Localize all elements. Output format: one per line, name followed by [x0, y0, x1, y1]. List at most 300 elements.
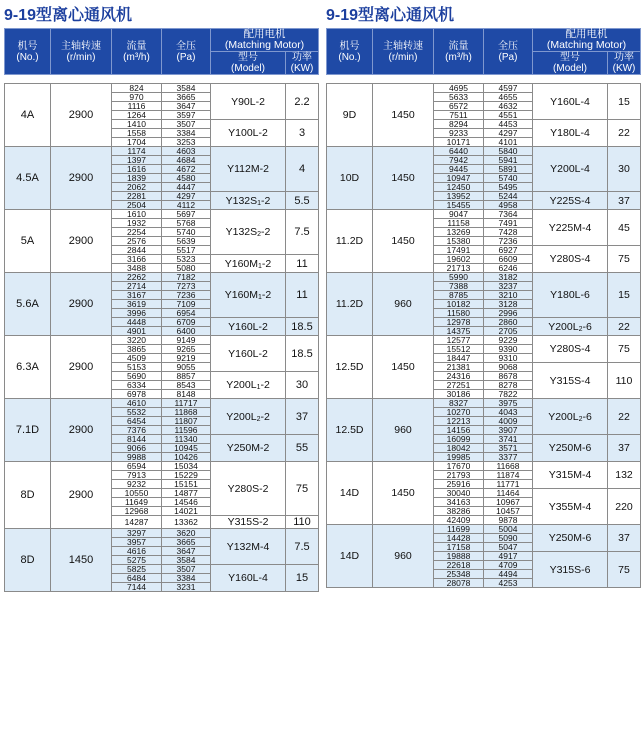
table-row [5, 273, 319, 282]
pressure-value: 4112 [162, 201, 211, 210]
flow-value: 12213 [434, 417, 484, 426]
flow-value: 824 [112, 84, 162, 93]
motor-power: 37 [608, 192, 641, 210]
pressure-value: 14546 [162, 498, 211, 507]
motor-model: Y280S-4 [533, 336, 608, 363]
flow-value: 970 [112, 93, 162, 102]
pressure-value: 11596 [162, 426, 211, 435]
motor-model: Y90L-2 [211, 84, 286, 120]
flow-value: 1610 [112, 210, 162, 219]
motor-model: Y160L-2 [211, 318, 286, 336]
pressure-value: 5740 [162, 228, 211, 237]
table-row [327, 462, 641, 471]
pressure-value: 8857 [162, 372, 211, 381]
spec-table [326, 28, 641, 588]
header-power: 功率 (KW) [608, 52, 641, 75]
motor-model: Y280S-4 [533, 246, 608, 273]
flow-value: 5690 [112, 372, 162, 381]
header-flow: 流量 (m³/h) [434, 29, 484, 75]
flow-value: 6594 [112, 462, 162, 471]
pressure-value: 3584 [162, 84, 211, 93]
fan-spec-table-left [4, 0, 318, 592]
pressure-value: 3975 [484, 399, 533, 408]
pressure-value: 5090 [484, 534, 533, 543]
machine-no: 12.5D [327, 399, 373, 462]
pressure-value: 14021 [162, 507, 211, 516]
pressure-value: 9149 [162, 336, 211, 345]
pressure-value: 3182 [484, 273, 533, 282]
machine-no: 11.2D [327, 273, 373, 336]
machine-no: 5A [5, 210, 51, 273]
flow-value: 30186 [434, 390, 484, 399]
flow-value: 1174 [112, 147, 162, 156]
spacer-row [5, 75, 319, 84]
spindle-speed: 1450 [373, 84, 434, 147]
motor-model: Y315S-4 [533, 363, 608, 399]
flow-value: 4901 [112, 327, 162, 336]
spindle-speed: 2900 [51, 399, 112, 462]
table-row [5, 210, 319, 219]
flow-value: 9445 [434, 165, 484, 174]
machine-no: 4.5A [5, 147, 51, 210]
header-machine-no: 机号 (No.) [327, 29, 373, 75]
flow-value: 6572 [434, 102, 484, 111]
header-flow: 流量 (m³/h) [112, 29, 162, 75]
pressure-value: 3584 [162, 556, 211, 565]
flow-value: 7388 [434, 282, 484, 291]
table-title: 9-19型离心通风机 [4, 7, 133, 24]
table-row [5, 147, 319, 156]
flow-value: 2844 [112, 246, 162, 255]
pressure-value: 3571 [484, 444, 533, 453]
pressure-value: 4672 [162, 165, 211, 174]
motor-model: Y100L-2 [211, 120, 286, 147]
pressure-value: 5740 [484, 174, 533, 183]
flow-value: 14375 [434, 327, 484, 336]
pressure-value: 7109 [162, 300, 211, 309]
motor-model: $Y160M_1-2$ [211, 273, 286, 318]
motor-model: Y355M-4 [533, 489, 608, 525]
flow-value: 4448 [112, 318, 162, 327]
machine-no: 8D [5, 462, 51, 529]
machine-no: 11.2D [327, 210, 373, 273]
spindle-speed: 1450 [51, 529, 112, 592]
spindle-speed: 2900 [51, 462, 112, 529]
pressure-value: 4297 [484, 129, 533, 138]
flow-value: 6978 [112, 390, 162, 399]
pressure-value: 3507 [162, 565, 211, 574]
motor-model: Y160L-4 [211, 565, 286, 592]
flow-value: 4509 [112, 354, 162, 363]
flow-value: 7942 [434, 156, 484, 165]
pressure-value: 4043 [484, 408, 533, 417]
machine-no: 10D [327, 147, 373, 210]
motor-power: 55 [286, 435, 319, 462]
spindle-speed: 960 [373, 273, 434, 336]
pressure-value: 10457 [484, 507, 533, 516]
table-row [327, 399, 641, 408]
pressure-value: 4297 [162, 192, 211, 201]
flow-value: 21793 [434, 471, 484, 480]
motor-power: 15 [608, 273, 641, 318]
motor-power: 30 [286, 372, 319, 399]
pressure-value: 8148 [162, 390, 211, 399]
flow-value: 19985 [434, 453, 484, 462]
flow-value: 2576 [112, 237, 162, 246]
table-row [327, 336, 641, 345]
pressure-value: 7822 [484, 390, 533, 399]
motor-model: Y160L-2 [211, 336, 286, 372]
table-row [5, 84, 319, 93]
pressure-value: 8678 [484, 372, 533, 381]
flow-value: 24316 [434, 372, 484, 381]
pressure-value: 3377 [484, 453, 533, 462]
pressure-value: 11868 [162, 408, 211, 417]
pressure-value: 11464 [484, 489, 533, 498]
flow-value: 1616 [112, 165, 162, 174]
motor-power: 22 [608, 120, 641, 147]
machine-no: 6.3A [5, 336, 51, 399]
pressure-value: 11340 [162, 435, 211, 444]
motor-power: 5.5 [286, 192, 319, 210]
pressure-value: 4580 [162, 174, 211, 183]
motor-model: $Y200L_2-6$ [533, 399, 608, 435]
flow-value: 2062 [112, 183, 162, 192]
pressure-value: 3665 [162, 93, 211, 102]
pressure-value: 3384 [162, 574, 211, 583]
flow-value: 17491 [434, 246, 484, 255]
fan-spec-table-right [326, 0, 640, 588]
flow-value: 1932 [112, 219, 162, 228]
pressure-value: 6246 [484, 264, 533, 273]
flow-value: 11649 [112, 498, 162, 507]
pressure-value: 4494 [484, 570, 533, 579]
pressure-value: 4958 [484, 201, 533, 210]
pressure-value: 5768 [162, 219, 211, 228]
flow-value: 25916 [434, 480, 484, 489]
flow-value: 21381 [434, 363, 484, 372]
motor-model: Y280S-2 [211, 462, 286, 516]
flow-value: 10171 [434, 138, 484, 147]
flow-value: 5633 [434, 93, 484, 102]
pressure-value: 5495 [484, 183, 533, 192]
flow-value: 1704 [112, 138, 162, 147]
motor-power: 30 [608, 147, 641, 192]
flow-value: 10947 [434, 174, 484, 183]
pressure-value: 7491 [484, 219, 533, 228]
motor-model: Y315S-2 [211, 516, 286, 529]
flow-value: 6334 [112, 381, 162, 390]
spacer-row [327, 75, 641, 84]
pressure-value: 5697 [162, 210, 211, 219]
motor-power: 22 [608, 318, 641, 336]
flow-value: 14428 [434, 534, 484, 543]
flow-value: 34163 [434, 498, 484, 507]
motor-power: 3 [286, 120, 319, 147]
pressure-value: 7182 [162, 273, 211, 282]
motor-power: 75 [286, 462, 319, 516]
table-row [5, 336, 319, 345]
table-row [5, 462, 319, 471]
flow-value: 2254 [112, 228, 162, 237]
pressure-value: 6954 [162, 309, 211, 318]
flow-value: 8294 [434, 120, 484, 129]
flow-value: 6454 [112, 417, 162, 426]
pressure-value: 5639 [162, 237, 211, 246]
spindle-speed: 1450 [373, 462, 434, 525]
pressure-value: 9390 [484, 345, 533, 354]
pressure-value: 11807 [162, 417, 211, 426]
machine-no: 9D [327, 84, 373, 147]
flow-value: 12577 [434, 336, 484, 345]
flow-value: 1116 [112, 102, 162, 111]
header-speed: 主轴转速 (r/min) [373, 29, 434, 75]
motor-power: 7.5 [286, 210, 319, 255]
motor-power: 75 [608, 246, 641, 273]
flow-value: 9047 [434, 210, 484, 219]
flow-value: 12450 [434, 183, 484, 192]
motor-model: Y250M-6 [533, 435, 608, 462]
flow-value: 3166 [112, 255, 162, 264]
motor-power: 22 [608, 399, 641, 435]
motor-model: $Y200L_2-2$ [211, 399, 286, 435]
pressure-value: 5891 [484, 165, 533, 174]
flow-value: 11158 [434, 219, 484, 228]
flow-value: 10270 [434, 408, 484, 417]
flow-value: 4616 [112, 547, 162, 556]
flow-value: 12978 [434, 318, 484, 327]
motor-model: Y315M-4 [533, 462, 608, 489]
spindle-speed: 2900 [51, 84, 112, 147]
flow-value: 30040 [434, 489, 484, 498]
pressure-value: 10426 [162, 453, 211, 462]
motor-power: 75 [608, 552, 641, 588]
pressure-value: 4253 [484, 579, 533, 588]
pressure-value: 5080 [162, 264, 211, 273]
machine-no: 5.6A [5, 273, 51, 336]
flow-value: 3865 [112, 345, 162, 354]
motor-power: 11 [286, 273, 319, 318]
pressure-value: 4603 [162, 147, 211, 156]
pressure-value: 3665 [162, 538, 211, 547]
table-row [327, 210, 641, 219]
header-model: 型号 (Model) [533, 52, 608, 75]
flow-value: 21713 [434, 264, 484, 273]
spindle-speed: 960 [373, 525, 434, 588]
flow-value: 3619 [112, 300, 162, 309]
spindle-speed: 1450 [373, 210, 434, 273]
flow-value: 7913 [112, 471, 162, 480]
motor-model: Y160L-4 [533, 84, 608, 120]
pressure-value: 9229 [484, 336, 533, 345]
motor-power: 2.2 [286, 84, 319, 120]
motor-model: Y225M-4 [533, 210, 608, 246]
flow-value: 1410 [112, 120, 162, 129]
flow-value: 2281 [112, 192, 162, 201]
spindle-speed: 2900 [51, 336, 112, 399]
flow-value: 16099 [434, 435, 484, 444]
pressure-value: 9878 [484, 516, 533, 525]
table-row [327, 525, 641, 534]
flow-value: 5990 [434, 273, 484, 282]
motor-model: Y225S-4 [533, 192, 608, 210]
header-machine-no: 机号 (No.) [5, 29, 51, 75]
motor-model: $Y132S_1-2$ [211, 192, 286, 210]
flow-value: 3996 [112, 309, 162, 318]
pressure-value: 4917 [484, 552, 533, 561]
pressure-value: 3231 [162, 583, 211, 592]
pressure-value: 13362 [162, 516, 211, 529]
table-row [5, 529, 319, 538]
flow-value: 3957 [112, 538, 162, 547]
machine-no: 12.5D [327, 336, 373, 399]
flow-value: 5825 [112, 565, 162, 574]
motor-model: Y180L-6 [533, 273, 608, 318]
header-pressure: 全压 (Pa) [484, 29, 533, 75]
flow-value: 2504 [112, 201, 162, 210]
pressure-value: 4551 [484, 111, 533, 120]
motor-model: Y180L-4 [533, 120, 608, 147]
pressure-value: 5517 [162, 246, 211, 255]
pressure-value: 3253 [162, 138, 211, 147]
table-row [327, 147, 641, 156]
pressure-value: 4632 [484, 102, 533, 111]
pressure-value: 5004 [484, 525, 533, 534]
pressure-value: 7236 [484, 237, 533, 246]
pressure-value: 9219 [162, 354, 211, 363]
flow-value: 10550 [112, 489, 162, 498]
flow-value: 9233 [434, 129, 484, 138]
pressure-value: 4597 [484, 84, 533, 93]
motor-power: 4 [286, 147, 319, 192]
pressure-value: 5047 [484, 543, 533, 552]
flow-value: 15455 [434, 201, 484, 210]
machine-no: 4A [5, 84, 51, 147]
pressure-value: 5840 [484, 147, 533, 156]
motor-model: Y132M-4 [211, 529, 286, 565]
motor-power: 15 [608, 84, 641, 120]
flow-value: 2262 [112, 273, 162, 282]
pressure-value: 7364 [484, 210, 533, 219]
pressure-value: 15151 [162, 480, 211, 489]
pressure-value: 9068 [484, 363, 533, 372]
table-row [5, 399, 319, 408]
flow-value: 3220 [112, 336, 162, 345]
flow-value: 11580 [434, 309, 484, 318]
motor-power: 75 [608, 336, 641, 363]
pressure-value: 3128 [484, 300, 533, 309]
pressure-value: 10945 [162, 444, 211, 453]
motor-model: $Y160M_1-2$ [211, 255, 286, 273]
pressure-value: 11874 [484, 471, 533, 480]
pressure-value: 4453 [484, 120, 533, 129]
pressure-value: 4655 [484, 93, 533, 102]
motor-power: 45 [608, 210, 641, 246]
pressure-value: 3384 [162, 129, 211, 138]
spindle-speed: 2900 [51, 273, 112, 336]
flow-value: 18042 [434, 444, 484, 453]
spec-table [4, 28, 319, 592]
flow-value: 11699 [434, 525, 484, 534]
flow-value: 1558 [112, 129, 162, 138]
pressure-value: 2705 [484, 327, 533, 336]
motor-power: 220 [608, 489, 641, 525]
header-matching-motor: 配用电机 (Matching Motor) [533, 29, 641, 52]
pressure-value: 2860 [484, 318, 533, 327]
motor-power: 7.5 [286, 529, 319, 565]
flow-value: 12968 [112, 507, 162, 516]
machine-no: 8D [5, 529, 51, 592]
flow-value: 4695 [434, 84, 484, 93]
flow-value: 17158 [434, 543, 484, 552]
machine-no: 14D [327, 525, 373, 588]
pressure-value: 3741 [484, 435, 533, 444]
pressure-value: 8543 [162, 381, 211, 390]
machine-no: 14D [327, 462, 373, 525]
motor-power: 132 [608, 462, 641, 489]
pressure-value: 4684 [162, 156, 211, 165]
pressure-value: 4101 [484, 138, 533, 147]
pressure-value: 3647 [162, 102, 211, 111]
pressure-value: 9310 [484, 354, 533, 363]
flow-value: 7511 [434, 111, 484, 120]
flow-value: 1839 [112, 174, 162, 183]
motor-model: Y112M-2 [211, 147, 286, 192]
flow-value: 19888 [434, 552, 484, 561]
flow-value: 18447 [434, 354, 484, 363]
pressure-value: 3210 [484, 291, 533, 300]
spindle-speed: 1450 [373, 147, 434, 210]
pressure-value: 4009 [484, 417, 533, 426]
flow-value: 3297 [112, 529, 162, 538]
flow-value: 5153 [112, 363, 162, 372]
pressure-value: 9265 [162, 345, 211, 354]
motor-power: 37 [608, 435, 641, 462]
header-pressure: 全压 (Pa) [162, 29, 211, 75]
pressure-value: 11668 [484, 462, 533, 471]
pressure-value: 11717 [162, 399, 211, 408]
pressure-value: 14877 [162, 489, 211, 498]
flow-value: 6484 [112, 574, 162, 583]
motor-power: 110 [608, 363, 641, 399]
pressure-value: 2996 [484, 309, 533, 318]
pressure-value: 10967 [484, 498, 533, 507]
flow-value: 7144 [112, 583, 162, 592]
spindle-speed: 2900 [51, 147, 112, 210]
flow-value: 22618 [434, 561, 484, 570]
flow-value: 8785 [434, 291, 484, 300]
flow-value: 8144 [112, 435, 162, 444]
header-power: 功率 (KW) [286, 52, 319, 75]
motor-power: 15 [286, 565, 319, 592]
flow-value: 38286 [434, 507, 484, 516]
pressure-value: 6709 [162, 318, 211, 327]
flow-value: 9988 [112, 453, 162, 462]
header-speed: 主轴转速 (r/min) [51, 29, 112, 75]
pressure-value: 6400 [162, 327, 211, 336]
pressure-value: 3507 [162, 120, 211, 129]
motor-model: Y250M-6 [533, 525, 608, 552]
motor-model: $Y132S_2-2$ [211, 210, 286, 255]
pressure-value: 3907 [484, 426, 533, 435]
motor-model: $Y200L_1-2$ [211, 372, 286, 399]
pressure-value: 4447 [162, 183, 211, 192]
pressure-value: 5941 [484, 156, 533, 165]
header-matching-motor: 配用电机 (Matching Motor) [211, 29, 319, 52]
table-row [327, 273, 641, 282]
flow-value: 42409 [434, 516, 484, 525]
pressure-value: 15034 [162, 462, 211, 471]
